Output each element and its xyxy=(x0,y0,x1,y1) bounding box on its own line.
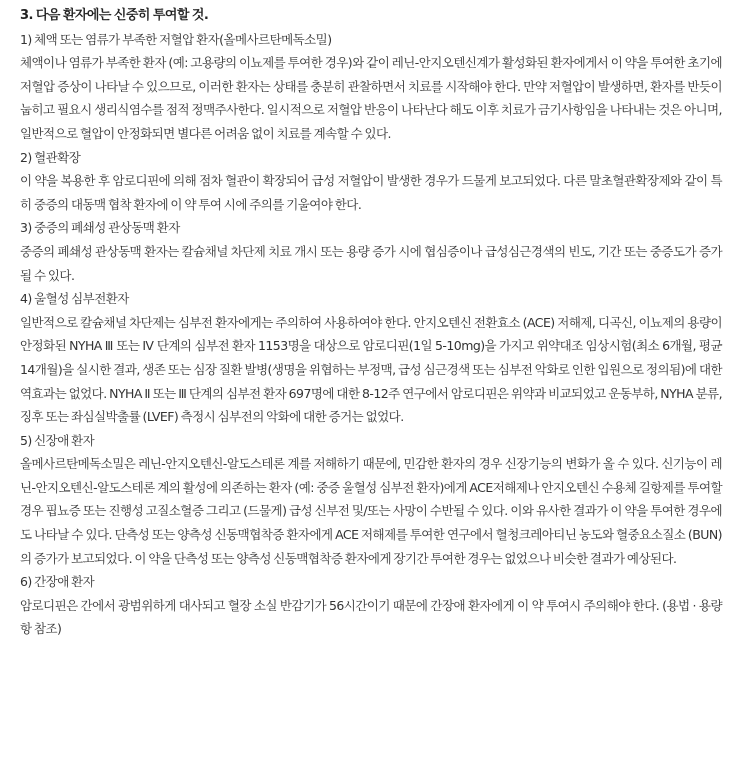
item-title: 1) 체액 또는 염류가 부족한 저혈압 환자(올메사르탄메독소밀) xyxy=(20,31,332,47)
item-body: 일반적으로 칼슘채널 차단제는 심부전 환자에게는 주의하여 사용하여야 한다. 안지오텐신 전환효소 (ACE) 저해제, 디곡신, 이뇨제의 용량이 안정화된 NYHA Ⅲ 또는 Ⅳ 단계의 심부전 환자 1153명을 대상으로 암로디핀(1일 5-10mg)을 가지고 위약대조 임상시험(최소 6개월, 평균 14개월)을 실시한 결과, 생존 또는 심장 질환 발병(생명을 위협하는 부정맥, 급성 심근경색 또는 심부전 악화로 인한 입원으로 정의됨)에 대한 역효과는 없었다. NYHA Ⅱ 또는 Ⅲ 단계의 심부전 환자 697명에 대한 8-12주 연구에서 암로디핀은 위약과 비교되었고 운동부하, NYHA 분류, 징후 또는 좌심실박출률 (LVEF) 측정시 심부전의 악화에 대한 증거는 없었다. xyxy=(20,314,722,425)
item-body: 중증의 폐쇄성 관상동맥 환자는 칼슘채널 차단제 치료 개시 또는 용량 증가 시에 협심증이나 급성심근경색의 빈도, 기간 또는 중증도가 증가될 수 있다. xyxy=(20,243,722,283)
item-2 xyxy=(20,146,722,217)
item-body: 이 약을 복용한 후 암로디핀에 의해 점차 혈관이 확장되어 급성 저혈압이 발생한 경우가 드물게 보고되었다. 다른 말초혈관확장제와 같이 특히 중증의 대동맥 협착 환자에 이 약 투여 시에 주의를 기울여야 한다. xyxy=(20,173,722,212)
item-5 xyxy=(20,429,722,571)
item-6 xyxy=(20,570,722,641)
item-title: 2) 혈관확장 xyxy=(20,149,81,165)
item-title: 4) 울혈성 심부전환자 xyxy=(20,291,129,307)
item-body: 암로디핀은 간에서 광범위하게 대사되고 혈장 소실 반감기가 56시간이기 때문에 간장애 환자에게 이 약 투여시 주의해야 한다. (용법 · 용량 항 참조) xyxy=(20,597,722,637)
item-title: 6) 간장애 환자 xyxy=(20,574,95,590)
section-heading: 3. 다음 환자에는 신중히 투여할 것. xyxy=(20,8,209,23)
item-body: 올메사르탄메독소밀은 레닌-안지오텐신-알도스테론 계를 저해하기 때문에, 민감한 환자의 경우 신장기능의 변화가 올 수 있다. 신기능이 레닌-안지오텐신-알도스테론 계의 활성에 의존하는 환자 (예: 중증 울혈성 심부전 환자)에게 ACE저해제나 안지오텐신 수용체 길항제를 투여할 경우 핍뇨증 또는 진행성 고질소혈증 그리고 (드물게) 급성 신부전 및/또는 사망이 수반될 수 있다. 이와 유사한 결과가 이 약을 투여한 경우에도 나타날 수 있다. 단측성 또는 양측성 신동맥협착증 환자에게 ACE 저해제를 투여한 연구에서 혈청크레아티닌 농도와 혈중요소질소 (BUN)의 증가가 보고되었다. 이 약을 단측성 또는 양측성 신동맥협착증 환자에게 장기간 투여한 경우는 없었으나 비슷한 결과가 예상된다. xyxy=(20,456,722,566)
item-title: 3) 중증의 폐쇄성 관상동맥 환자 xyxy=(20,220,180,236)
item-body: 체액이나 염류가 부족한 환자 (예: 고용량의 이뇨제를 투여한 경우)와 같이 레닌-안지오텐신계가 활성화된 환자에게서 이 약을 투여한 초기에 저혈압 증상이 나타날 수 있으므로, 이러한 환자는 상태를 충분히 관찰하면서 치료를 시작해야 한다. 만약 저혈압이 발생하면, 환자를 반듯이 눕히고 필요시 생리식염수를 점적 정맥주사한다. 일시적으로 저혈압 반응이 나타난다 해도 이후 치료가 금기사항임을 나타내는 것은 아니며, 일반적으로 혈압이 안정화되면 별다른 어려움 없이 치료를 계속할 수 있다. xyxy=(20,55,722,141)
item-1 xyxy=(20,28,722,146)
item-title: 5) 신장애 환자 xyxy=(20,432,95,448)
item-4 xyxy=(20,287,722,429)
item-3 xyxy=(20,216,722,287)
